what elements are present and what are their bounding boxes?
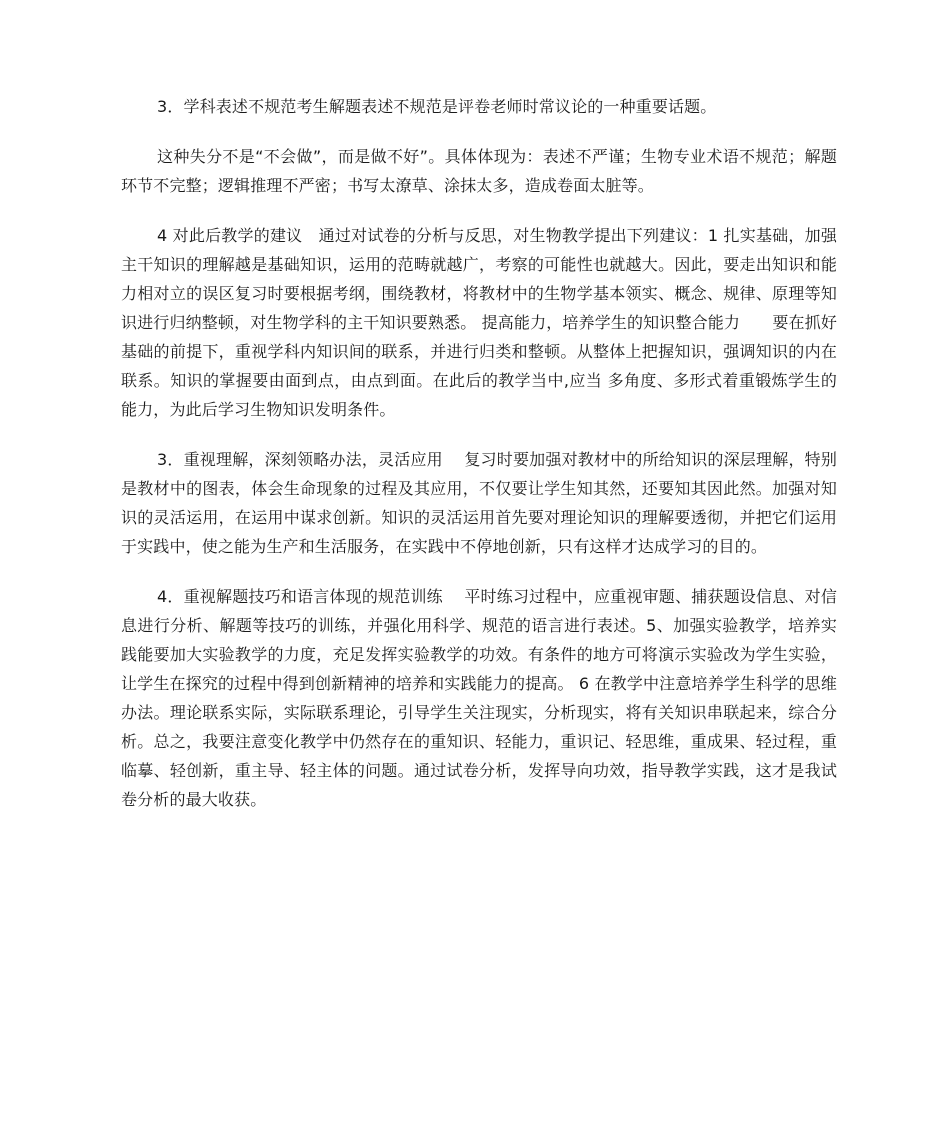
paragraph-problem-solving: 4．重视解题技巧和语言体现的规范训练 平时练习过程中，应重视审题、捕获题设信息、对信息进行分析、解题等技巧的训练，并强化用科学、规范的语言进行表述。5、加强实验教学，培养实践能要加大实验教学的力度，充足发挥实验教学的功效。有条件的地方可将演示实验改为学生实验，让学生在探究的过程中得到创新精神的培养和实践能力的提高。 6 在教学中注意培养学生科学的思维办法。理论联系实际，实际联系理论，引导学生关注现实，分析现实，将有关知识串联起来，综合分析。总之，我要注意变化教学中仍然存在的重知识、轻能力，重识记、轻思维，重成果、轻过程，重临摹、轻创新，重主导、轻主体的问题。通过试卷分析，发挥导向功效，指导教学实践，这才是我试卷分析的最大收获。	[121, 587, 837, 809]
paragraph-lost-points: 这种失分不是“不会做”，而是做不好”。具体体现为：表述不严谨；生物专业术语不规范；解题环节不完整；逻辑推理不严密；书写太潦草、涂抹太多，造成卷面太脏等。	[121, 147, 837, 195]
paragraph-point-3-expression: 3．学科表述不规范考生解题表述不规范是评卷老师时常议论的一种重要话题。	[157, 97, 717, 116]
paragraph-teaching-suggestions: 4 对此后教学的建议 通过对试卷的分析与反思，对生物教学提出下列建议：1 扎实基础，加强主干知识的理解越是基础知识，运用的范畴就越广，考察的可能性也就越大。因此，要走出知识和能力相对立的误区复习时要根据考纲，围绕教材，将教材中的生物学基本领实、概念、规律、原理等知识进行归纳整顿，对生物学科的主干知识要熟悉。 提高能力，培养学生的知识整合能力 要在抓好基础的前提下，重视学科内知识间的联系，并进行归类和整顿。从整体上把握知识，强调知识的内在联系。知识的掌握要由面到点，由点到面。在此后的教学当中,应当 多角度、多形式着重锻炼学生的能力，为此后学习生物知识发明条件。	[121, 226, 837, 419]
document-body	[121, 92, 837, 814]
paragraph-understanding: 3．重视理解，深刻领略办法，灵活应用 复习时要加强对教材中的所给知识的深层理解，特别是教材中的图表，体会生命现象的过程及其应用，不仅要让学生知其然，还要知其因此然。加强对知识的灵活运用，在运用中谋求创新。知识的灵活运用首先要对理论知识的理解要透彻，并把它们运用于实践中，使之能为生产和生活服务，在实践中不停地创新，只有这样才达成学习的目的。	[121, 450, 837, 556]
